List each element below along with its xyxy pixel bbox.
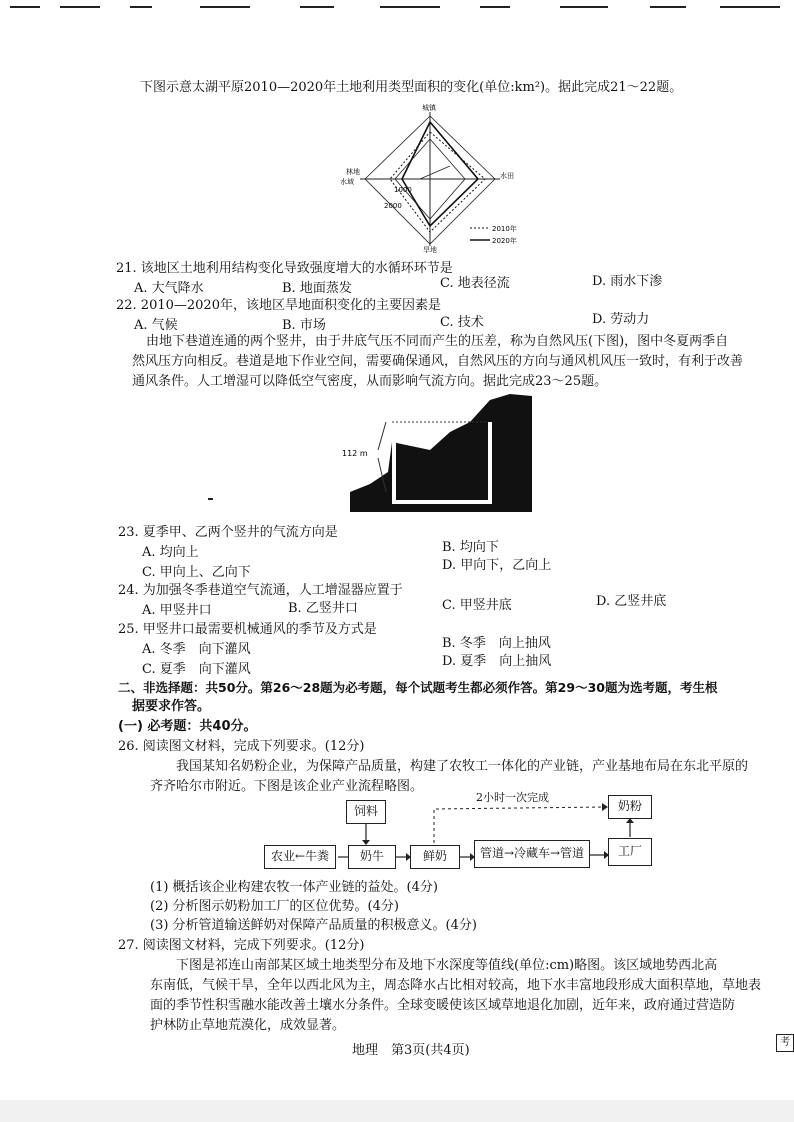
q25-option-a: A. 冬季 向下灌风	[142, 642, 251, 657]
axis-label-left1: 林地	[346, 168, 360, 176]
q26-part3: (3) 分析管道输送鲜奶对保障产品质量的积极意义。(4分)	[150, 918, 477, 933]
axis-label-right: 水田	[500, 172, 514, 180]
mine-shaft-diagram	[340, 392, 540, 516]
tick-2000: 2000	[384, 202, 402, 210]
q23-stem: 23. 夏季甲、乙两个竖井的气流方向是	[118, 525, 338, 540]
height-label: 112 m	[342, 449, 368, 458]
q24-option-a: A. 甲竖井口	[142, 603, 212, 618]
intro-23-25-line3: 通风条件。人工增湿可以降低空气密度，从而影响气流方向。据此完成23～25题。	[132, 374, 608, 389]
top-scan-border	[0, 6, 794, 9]
q21-option-b: B. 地面蒸发	[282, 281, 352, 296]
q26-part1: (1) 概括该企业构建农牧一体产业链的益处。(4分)	[150, 880, 438, 895]
flow-pipeline: 管道→冷藏车→管道	[474, 840, 590, 868]
q24-option-d: D. 乙竖井底	[596, 594, 667, 609]
flow-arrows	[260, 785, 660, 875]
q27-stem: 27. 阅读图文材料，完成下列要求。(12分)	[118, 938, 365, 953]
flow-factory: 工厂	[608, 838, 652, 866]
q21-option-d: D. 雨水下渗	[592, 274, 663, 289]
axis-label-left2: 水域	[340, 178, 354, 186]
intro-23-25-line1: 由地下巷道连通的两个竖井，由于井底气压不同而产生的压差，称为自然风压(下图)，图中冬夏两季自	[146, 334, 729, 349]
section2-heading-cont: 据要求作答。	[132, 699, 211, 714]
section2-heading: 二、非选择题：共50分。第26～28题为必考题，每个试题考生都必须作答。第29～30题为选考题，考生根	[118, 680, 718, 695]
flow-cow: 奶牛	[348, 845, 396, 869]
intro-23-25-line2: 然风压方向相反。巷道是地下作业空间，需要确保通风，自然风压的方向与通风机风压一致时，有利于改善	[132, 354, 744, 369]
q21-option-c: C. 地表径流	[440, 276, 510, 291]
side-mark: 考	[776, 1034, 794, 1052]
axis-label-bottom: 旱地	[423, 246, 437, 254]
axis-label-top: 城镇	[422, 104, 436, 112]
page-footer: 地理 第3页(共4页)	[352, 1043, 470, 1058]
q26-material-line2: 齐齐哈尔市附近。下图是该企业产业流程略图。	[150, 779, 424, 794]
flow-feed: 饲料	[346, 800, 386, 824]
q22-option-c: C. 技术	[440, 315, 484, 330]
flow-time-label: 2小时一次完成	[476, 791, 549, 804]
q26-material-line1: 我国某知名奶粉企业，为保障产品质量，构建了农牧工一体化的产业链，产业基地布局在东北平原的	[176, 759, 749, 774]
series-2020	[402, 122, 478, 226]
q24-stem: 24. 为加强冬季巷道空气流通，人工增湿器应置于	[118, 583, 403, 598]
q21-stem: 21. 该地区土地利用结构变化导致强度增大的水循环环节是	[116, 261, 453, 276]
q26-part2: (2) 分析图示奶粉加工厂的区位优势。(4分)	[150, 899, 399, 914]
land-use-radar-chart	[340, 104, 540, 254]
scan-speck	[208, 498, 213, 500]
q23-option-c: C. 甲向上、乙向下	[142, 565, 251, 580]
section2-subheading: (一) 必考题：共40分。	[118, 719, 257, 734]
industry-flow-chart	[0, 0, 794, 1]
q25-option-c: C. 夏季 向下灌风	[142, 662, 251, 677]
q27-material-line4: 护林防止草地荒漠化，成效显著。	[150, 1018, 346, 1033]
q25-stem: 25. 甲竖井口最需要机械通风的季节及方式是	[118, 622, 377, 637]
q21-option-a: A. 大气降水	[134, 281, 204, 296]
q23-option-d: D. 甲向下，乙向上	[442, 558, 552, 573]
q22-option-b: B. 市场	[282, 318, 326, 333]
tick-1000: 1000	[394, 186, 412, 194]
flow-milk-powder: 奶粉	[608, 795, 652, 819]
intro-21-22: 下图示意太湖平原2010—2020年土地利用类型面积的变化(单位:km²)。据此完成21～22题。	[140, 80, 683, 95]
flow-agriculture: 农业←牛粪	[264, 845, 336, 869]
q25-option-d: D. 夏季 向上抽风	[442, 654, 552, 669]
q27-material-line3: 面的季节性积雪融水能改善土壤水分条件。全球变暖使该区域草地退化加剧，近年来，政府通过营造防	[150, 998, 736, 1013]
q25-option-b: B. 冬季 向上抽风	[442, 636, 551, 651]
legend-2020: 2020年	[492, 237, 517, 245]
flow-fresh-milk: 鲜奶	[410, 845, 460, 869]
q22-option-a: A. 气候	[134, 318, 178, 333]
legend-2010: 2010年	[492, 225, 517, 233]
q22-stem: 22. 2010—2020年，该地区旱地面积变化的主要因素是	[116, 298, 441, 313]
next-page-bleed	[0, 1100, 794, 1122]
q23-option-b: B. 均向下	[442, 540, 499, 555]
q24-option-b: B. 乙竖井口	[288, 601, 358, 616]
q26-stem: 26. 阅读图文材料，完成下列要求。(12分)	[118, 739, 365, 754]
q27-material-line2: 东南低，气候干旱，全年以西北风为主，周态降水占比相对较高，地下水丰富地段形成大面积草地，草地表	[150, 978, 762, 993]
q22-option-d: D. 劳动力	[592, 312, 650, 327]
q27-material-line1: 下图是祁连山南部某区域土地类型分布及地下水深度等值线(单位:cm)略图。该区域地势西北高	[176, 958, 718, 973]
q24-option-c: C. 甲竖井底	[442, 598, 512, 613]
q23-option-a: A. 均向上	[142, 545, 199, 560]
